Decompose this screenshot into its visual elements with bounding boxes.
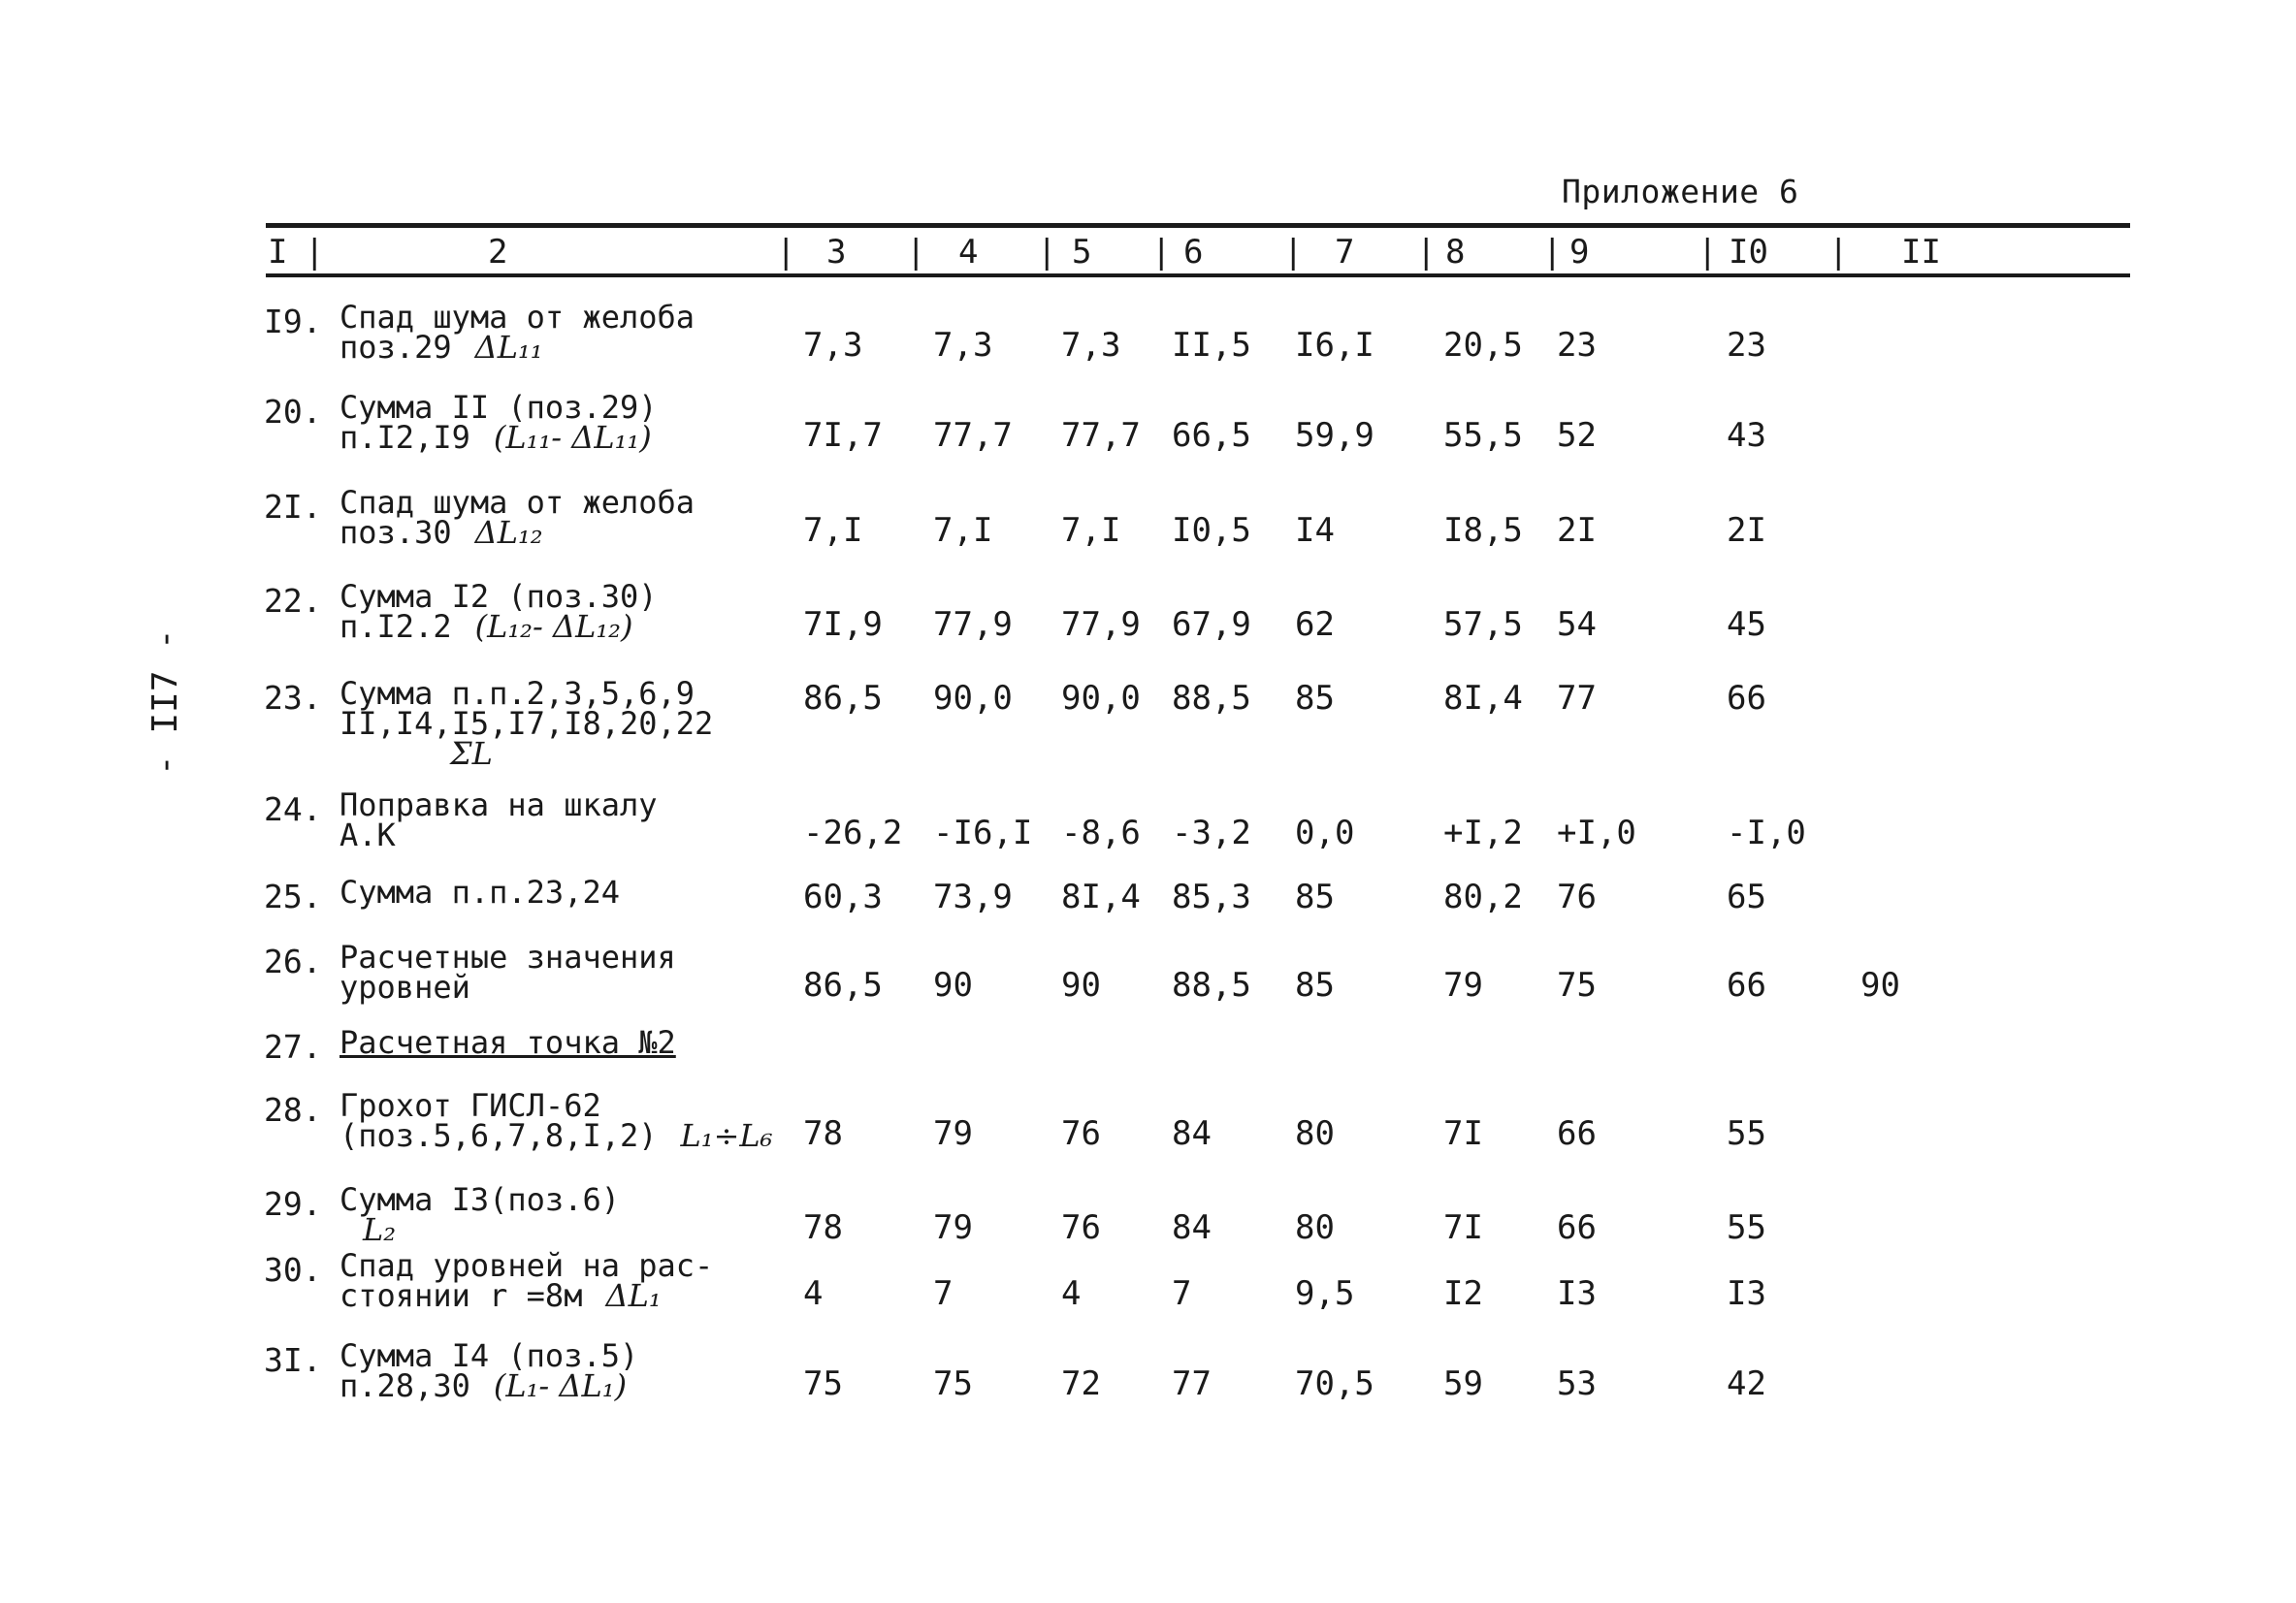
row-number: 28. [264,1091,322,1129]
value-cell: 76 [1557,878,1597,916]
row-label-line2-text: п.I2,I9 [340,419,470,456]
header-separator: | [1151,233,1172,272]
value-cell: 85 [1295,679,1335,718]
row-label-line2 [340,969,676,1006]
row-formula: (L₁₁- ΔL₁₁) [493,419,652,456]
value-cell: +I,0 [1557,814,1636,852]
value-cell: 88,5 [1172,679,1251,718]
row-label [340,874,620,938]
value-cell: 77,7 [933,416,1013,455]
header-col-6: 6 [1183,233,1204,272]
value-cell: 43 [1727,416,1766,455]
row-number: 27. [264,1028,322,1066]
header-separator: | [1542,233,1563,272]
row-label-line2-text: п.I2.2 [340,608,452,645]
header-col-7: 7 [1335,233,1355,272]
row-label-line1: Сумма II (поз.29) [340,389,658,426]
value-cell: 80,2 [1443,878,1523,916]
header-separator: | [906,233,926,272]
value-cell: 7I [1443,1114,1483,1153]
value-cell: 62 [1295,605,1335,644]
value-cell: 59 [1443,1364,1483,1403]
page-number: - II7 - [146,628,185,776]
value-cell: -8,6 [1061,814,1141,852]
row-label-line1: Сумма п.п.2,3,5,6,9 [340,675,695,712]
row-label [340,1247,714,1314]
row-formula: L₁÷L₆ [680,1117,773,1154]
value-cell: I0,5 [1172,511,1251,550]
value-cell: 90 [933,966,973,1005]
row-label-line1: Сумма I4 (поз.5) [340,1337,639,1374]
header-separator: | [305,233,325,272]
value-cell: 85 [1295,966,1335,1005]
row-number: 25. [264,878,322,915]
value-cell: 66 [1727,679,1766,718]
appendix-title: Приложение 6 [1562,173,1799,210]
row-label [340,1024,676,1088]
row-label [340,675,714,772]
value-cell: 2I [1727,511,1766,550]
value-cell: I3 [1557,1274,1597,1313]
value-cell: 66 [1557,1208,1597,1247]
row-label-line1: Расчетная точка №2 [340,1024,676,1061]
row-label [340,299,695,366]
row-label-line2 [340,908,620,938]
value-cell: -I,0 [1727,814,1806,852]
value-cell: 78 [803,1208,843,1247]
row-number: 26. [264,943,322,980]
header-col-8: 8 [1445,233,1466,272]
row-label-line2 [340,514,695,551]
row-formula: ΔL₁₁ [474,329,543,366]
value-cell: 67,9 [1172,605,1251,644]
value-cell: 86,5 [803,966,883,1005]
row-label [340,389,658,456]
row-label-line1: Поправка на шкалу [340,786,658,823]
row-label [340,1087,773,1154]
value-cell: 8I,4 [1061,878,1141,916]
header-col-9: 9 [1569,233,1590,272]
value-cell: 90 [1061,966,1101,1005]
row-label-line1: Сумма I2 (поз.30) [340,578,658,615]
value-cell: 78 [803,1114,843,1153]
value-cell: 76 [1061,1208,1101,1247]
header-col-4: 4 [958,233,979,272]
value-cell: 60,3 [803,878,883,916]
row-label-line2 [340,1117,773,1154]
value-cell: 66 [1557,1114,1597,1153]
value-cell: 55 [1727,1114,1766,1153]
value-cell: 79 [933,1208,973,1247]
row-number: 30. [264,1251,322,1289]
row-label-line2 [340,705,714,742]
value-cell: 85,3 [1172,878,1251,916]
table-top-rule [266,223,2130,228]
value-cell: 66 [1727,966,1766,1005]
row-number: I9. [264,303,322,340]
row-label [340,1337,639,1404]
value-cell: I8,5 [1443,511,1523,550]
header-col-11: II [1901,233,1941,272]
row-label-line1: Спад уровней на рас- [340,1247,714,1284]
header-separator: | [1416,233,1437,272]
value-cell: 66,5 [1172,416,1251,455]
value-cell: 53 [1557,1364,1597,1403]
row-label-line2 [340,817,658,853]
row-formula: L₂ [363,1211,397,1248]
row-label [340,484,695,551]
value-cell: -26,2 [803,814,903,852]
table-header-rule [266,273,2130,277]
value-cell: 80 [1295,1208,1335,1247]
value-cell: 4 [803,1274,824,1313]
header-col-2: 2 [488,233,508,272]
value-cell: 84 [1172,1114,1212,1153]
value-cell: 4 [1061,1274,1082,1313]
value-cell: 55 [1727,1208,1766,1247]
row-label [340,786,658,853]
value-cell: 84 [1172,1208,1212,1247]
row-label [340,578,658,645]
value-cell: 9,5 [1295,1274,1355,1313]
value-cell: 0,0 [1295,814,1355,852]
value-cell: 73,9 [933,878,1013,916]
row-label-line2 [340,608,658,645]
value-cell: 90 [1860,966,1900,1005]
value-cell: 7,3 [1061,326,1121,365]
row-label-line2-text: уровней [340,969,470,1006]
value-cell: 7,3 [933,326,993,365]
value-cell: 80 [1295,1114,1335,1153]
value-cell: -3,2 [1172,814,1251,852]
value-cell: 79 [1443,966,1483,1005]
row-number: 23. [264,679,322,717]
value-cell: 90,0 [933,679,1013,718]
value-cell: 7I,7 [803,416,883,455]
value-cell: 42 [1727,1364,1766,1403]
row-label-line1: Спад шума от желоба [340,299,695,336]
row-label-line2 [340,1211,620,1248]
value-cell: 65 [1727,878,1766,916]
value-cell: 7,3 [803,326,863,365]
row-label-line2-text: II,I4,I5,I7,I8,20,22 [340,705,714,742]
row-number: 2I. [264,488,322,526]
row-formula: (L₁₂- ΔL₁₂) [474,608,633,645]
row-label-line1: Сумма п.п.23,24 [340,874,620,911]
value-cell: 8I,4 [1443,679,1523,718]
value-cell: II,5 [1172,326,1251,365]
value-cell: 88,5 [1172,966,1251,1005]
row-label-line2-text: (поз.5,6,7,8,I,2) [340,1117,658,1154]
row-label-line3 [427,735,713,772]
value-cell: 23 [1557,326,1597,365]
row-number: 29. [264,1185,322,1223]
value-cell: I4 [1295,511,1335,550]
row-formula: ΔL₁₂ [474,514,543,551]
row-label-line2-text: п.28,30 [340,1367,470,1404]
row-label-line2-text: поз.29 [340,329,452,366]
row-number: 20. [264,393,322,431]
row-label [340,939,676,1006]
value-cell: 59,9 [1295,416,1374,455]
value-cell: I2 [1443,1274,1483,1313]
value-cell: 54 [1557,605,1597,644]
header-separator: | [1037,233,1057,272]
value-cell: 70,5 [1295,1364,1374,1403]
value-cell: 45 [1727,605,1766,644]
header-separator: | [1828,233,1849,272]
header-separator: | [1283,233,1304,272]
row-label [340,1181,620,1248]
row-label-line1: Сумма I3(поз.6) [340,1181,620,1218]
value-cell: 79 [933,1114,973,1153]
row-label-line2 [340,1367,638,1404]
value-cell: 57,5 [1443,605,1523,644]
row-number: 24. [264,790,322,828]
row-label-line1: Расчетные значения [340,939,676,976]
row-label-line1: Спад шума от желоба [340,484,695,521]
header-separator: | [776,233,796,272]
value-cell: 20,5 [1443,326,1523,365]
row-label-line2 [340,1277,713,1314]
value-cell: 76 [1061,1114,1101,1153]
row-formula: ΣL [450,735,493,772]
value-cell: 7,I [1061,511,1121,550]
value-cell: I6,I [1295,326,1374,365]
value-cell: 77,7 [1061,416,1141,455]
row-label-line2-text: поз.30 [340,514,452,551]
row-label-line2 [340,329,695,366]
value-cell: 72 [1061,1364,1101,1403]
row-formula: (L₁- ΔL₁) [493,1367,628,1404]
row-number: 22. [264,582,322,620]
value-cell: -I6,I [933,814,1033,852]
value-cell: 55,5 [1443,416,1523,455]
value-cell: 77 [1557,679,1597,718]
value-cell: 75 [1557,966,1597,1005]
value-cell: 90,0 [1061,679,1141,718]
value-cell: 7,I [933,511,993,550]
value-cell: 75 [803,1364,843,1403]
value-cell: 52 [1557,416,1597,455]
value-cell: 7 [933,1274,954,1313]
header-col-1: I [268,233,288,272]
value-cell: 7I,9 [803,605,883,644]
value-cell: I3 [1727,1274,1766,1313]
value-cell: 2I [1557,511,1597,550]
value-cell: 77 [1172,1364,1212,1403]
header-col-10: I0 [1729,233,1768,272]
value-cell: 77,9 [1061,605,1141,644]
row-label-line1: Грохот ГИСЛ-62 [340,1087,601,1124]
value-cell: 23 [1727,326,1766,365]
row-label-line2 [340,1058,676,1088]
header-separator: | [1698,233,1718,272]
value-cell: 75 [933,1364,973,1403]
value-cell: 85 [1295,878,1335,916]
header-col-3: 3 [826,233,847,272]
row-label-line2-text: стоянии r =8м [340,1277,583,1314]
row-label-line2-text: А.К [340,817,396,853]
value-cell: 77,9 [933,605,1013,644]
header-col-5: 5 [1072,233,1092,272]
row-label-line2 [340,419,658,456]
value-cell: 86,5 [803,679,883,718]
row-number: 3I. [264,1341,322,1379]
value-cell: 7I [1443,1208,1483,1247]
value-cell: 7,I [803,511,863,550]
value-cell: 7 [1172,1274,1192,1313]
value-cell: +I,2 [1443,814,1523,852]
row-formula: ΔL₁ [605,1277,662,1314]
